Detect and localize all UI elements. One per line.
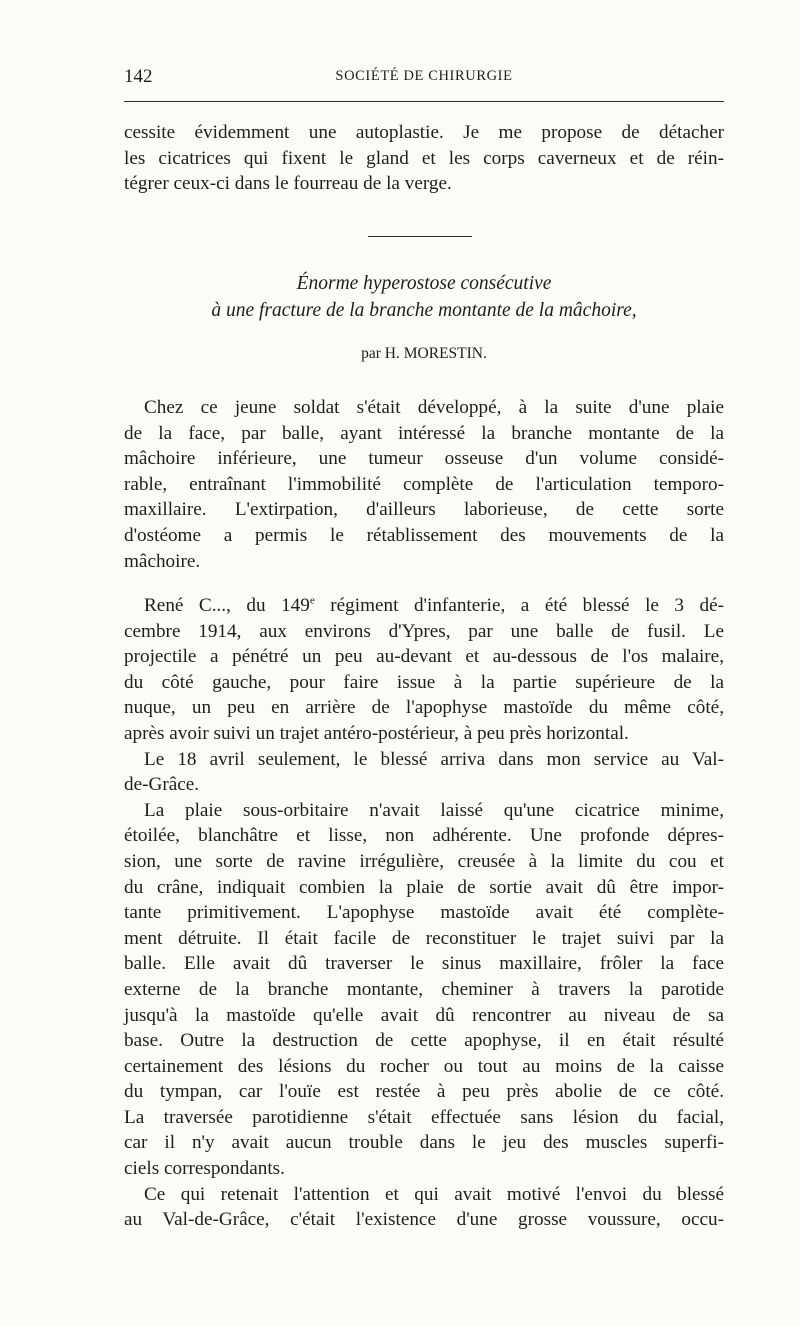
text-line: étoilée, blanchâtre et lisse, non adhérente. Une profonde dépres- — [124, 825, 724, 847]
text-line: jusqu'à la mastoïde qu'elle avait dû rencontrer au niveau de sa — [124, 1004, 724, 1026]
text-fragment: René C..., du 149 — [144, 595, 310, 616]
text-line: balle. Elle avait dû traverser le sinus maxillaire, frôler la face — [124, 953, 724, 975]
text-line: du tympan, car l'ouïe est restée à peu près abolie de ce côté. — [124, 1081, 724, 1103]
page-number: 142 — [124, 66, 153, 87]
text-line: d'ostéome a permis le rétablissement des mouvements de la — [124, 524, 724, 546]
text-line: certainement des lésions du rocher ou tout au moins de la caisse — [124, 1055, 724, 1077]
text-line: La plaie sous-orbitaire n'avait laissé qu'une cicatrice minime, — [144, 799, 724, 821]
section-separator — [368, 236, 472, 237]
page-header — [124, 66, 724, 90]
text-line: maxillaire. L'extirpation, d'ailleurs laborieuse, de cette sorte — [124, 499, 724, 521]
text-line: au Val-de-Grâce, c'était l'existence d'une grosse voussure, occu- — [124, 1209, 724, 1231]
text-line: nuque, un peu en arrière de l'apophyse mastoïde du même côté, — [124, 697, 724, 719]
text-line: Ce qui retenait l'attention et qui avait motivé l'envoi du blessé — [144, 1183, 724, 1205]
text-line — [124, 593, 724, 619]
text-line: ment détruite. Il était facile de reconstituer le trajet suivi par la — [124, 927, 724, 949]
summary-paragraph — [124, 395, 724, 574]
header-rule — [124, 101, 724, 102]
text-line: base. Outre la destruction de cette apophyse, il en était résulté — [124, 1030, 724, 1052]
article-title-line-1: Énorme hyperostose consécutive — [296, 273, 552, 294]
running-head: SOCIÉTÉ DE CHIRURGIE — [335, 68, 513, 84]
text-line: projectile a pénétré un peu au-devant et au-dessous de l'os malaire, — [124, 646, 724, 668]
text-line: tante primitivement. L'apophyse mastoïde avait été complète- — [124, 902, 724, 924]
text-line: externe de la branche montante, cheminer à travers la parotide — [124, 978, 724, 1000]
text-line: rable, entraînant l'immobilité complète de l'articulation temporo- — [124, 473, 724, 495]
text-line: mâchoire. — [124, 550, 201, 572]
text-line: Chez ce jeune soldat s'était développé, à la suite d'une plaie — [144, 397, 724, 418]
article-title-line-2: à une fracture de la branche montante de la mâchoire, — [211, 300, 637, 321]
case-body — [124, 593, 724, 1233]
text-line: car il n'y avait aucun trouble dans le jeu des muscles superfi- — [124, 1132, 724, 1154]
text-line: Le 18 avril seulement, le blessé arriva dans mon service au Val- — [144, 748, 724, 770]
text-line: mâchoire inférieure, une tumeur osseuse d'un volume considé- — [124, 448, 724, 470]
intro-paragraph — [124, 120, 724, 197]
text-line: après avoir suivi un trajet antéro-postérieur, à peu près horizontal. — [124, 722, 629, 744]
text-line: de-Grâce. — [124, 774, 200, 796]
text-line: ciels correspondants. — [124, 1158, 285, 1180]
text-line: de la face, par balle, ayant intéressé la branche montante de la — [124, 422, 724, 444]
article-byline: par H. MORESTIN. — [361, 345, 487, 362]
text-line: sion, une sorte de ravine irrégulière, creusée à la limite du cou et — [124, 850, 724, 872]
text-line: du crâne, indiquait combien la plaie de sortie avait dû être impor- — [124, 876, 724, 898]
text-line: cessite évidemment une autoplastie. Je me propose de détacher — [124, 122, 724, 143]
text-fragment: régiment d'infanterie, a été blessé le 3 dé- — [314, 595, 724, 616]
text-line: tégrer ceux-ci dans le fourreau de la verge. — [124, 173, 452, 195]
text-line: du côté gauche, pour faire issue à la partie supérieure de la — [124, 671, 724, 693]
text-line: La traversée parotidienne s'était effectuée sans lésion du facial, — [124, 1106, 724, 1128]
ordinal-superscript: e — [309, 594, 315, 607]
text-line: les cicatrices qui fixent le gland et les corps caverneux et de réin- — [124, 147, 724, 169]
text-line: cembre 1914, aux environs d'Ypres, par une balle de fusil. Le — [124, 620, 724, 642]
